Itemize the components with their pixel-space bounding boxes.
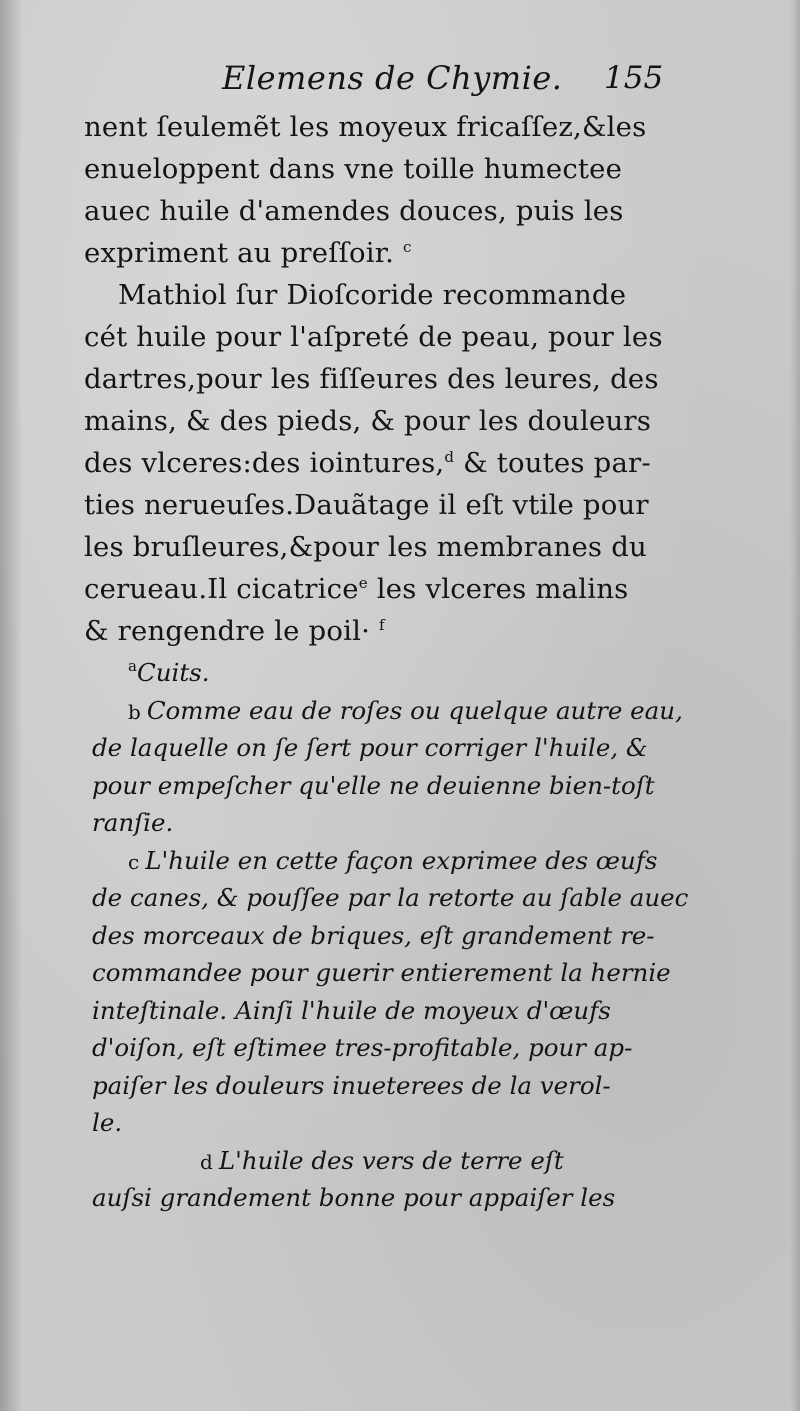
note-d: d L'huile des vers de terre eſt (200, 1145, 564, 1175)
text-line: mains, & des pieds, & pour les douleurs (84, 405, 652, 437)
note-line: le. (92, 1108, 123, 1137)
text-line: Mathiol ſur Dioſcoride recommande (118, 279, 627, 311)
page-header (0, 58, 800, 102)
note-line: auſsi grandement bonne pour appaiſer les (92, 1183, 616, 1212)
note-line: ranſie. (92, 808, 174, 837)
text-line: auec huile d'amendes douces, puis les (84, 195, 624, 227)
text-line: les bruſleures,&pour les membranes du (84, 531, 647, 563)
note-line: inteſtinale. Ainſi l'huile de moyeux d'œufs (92, 995, 611, 1025)
note-line: de canes, & pouſſee par la retorte au ſable auec (92, 883, 689, 912)
note-line: paiſer les douleurs inueterees de la verol- (92, 1070, 611, 1100)
running-title: Elemens de Chymie. (222, 59, 563, 97)
text-line: cét huile pour l'aſpreté de peau, pour les (84, 321, 663, 353)
text-line: expriment au preſſoir. $^c$ (84, 237, 412, 269)
margin-notes (92, 654, 692, 1217)
note-a: $^a$Cuits. (128, 657, 210, 687)
note-reference-f: f (378, 616, 385, 634)
note-reference-d: d (444, 448, 455, 466)
note-line: de laquelle on ſe ſert pour corriger l'huile, & (92, 733, 648, 762)
text-line: dartres,pour les fiſſeures des leures, des (84, 363, 659, 395)
text-line: ties nerueuſes.Dauãtage il eſt vtile pour (84, 489, 649, 521)
note-mark: c (128, 849, 140, 874)
note-reference-c: c (402, 238, 412, 256)
text-line: & rengendre le poil· $^f$ (84, 615, 385, 647)
text-line: nent ſeulemẽt les moyeux fricaſſez,&les (84, 111, 647, 143)
note-line: des morceaux de briques, eſt grandement re- (92, 920, 655, 950)
note-mark: a (128, 657, 137, 675)
text-line: enueloppent dans vne toille humectee (84, 153, 623, 185)
page-number: 155 (604, 60, 664, 96)
note-reference-e: e (358, 574, 368, 592)
note-b: b Comme eau de roſes ou quelque autre eau, (128, 695, 683, 725)
note-c: c L'huile en cette façon exprimee des œufs (128, 845, 658, 875)
edge-shadow (790, 0, 800, 1411)
gutter-shadow (0, 0, 22, 1411)
note-line: d'oiſon, eſt eſtimee tres-profitable, pour ap- (92, 1033, 633, 1062)
text-line: des vlceres:des iointures,$^d$ & toutes par- (84, 447, 651, 479)
note-mark: b (128, 699, 141, 724)
text-line: cerueau.Il cicatrice$^e$ les vlceres malins (84, 573, 629, 605)
note-line: commandee pour guerir entierement la hernie (92, 958, 671, 987)
main-text (84, 106, 684, 652)
note-mark: d (200, 1149, 213, 1174)
note-line: pour empeſcher qu'elle ne deuienne bien-toſt (92, 770, 655, 800)
